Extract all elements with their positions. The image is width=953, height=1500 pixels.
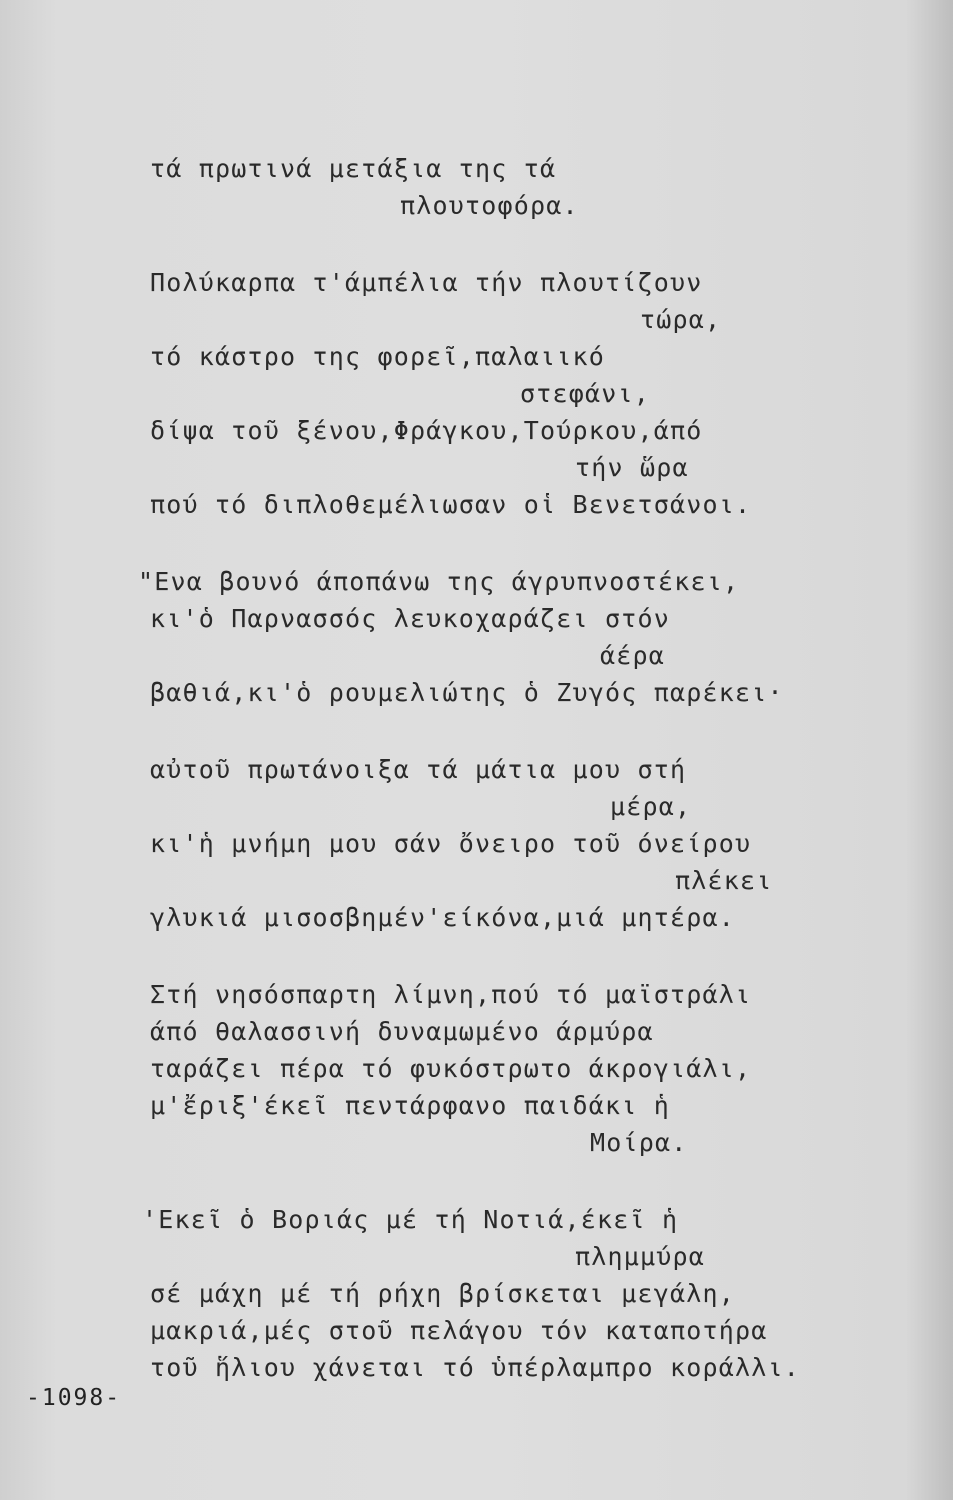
stanza xyxy=(138,563,870,711)
stanza xyxy=(150,150,870,224)
poem-line: τό κάστρο της φορεῖ,παλαιικό xyxy=(150,342,606,371)
poem-line: ταράζει πέρα τό φυκόστρωτο άκρογιάλι, xyxy=(150,1054,752,1083)
stanza-gap xyxy=(150,1161,870,1201)
page-number: -1098- xyxy=(26,1385,122,1411)
poem-line: 'Εκεῖ ὁ Βοριάς μέ τή Νοτιά,έκεῖ ἡ xyxy=(142,1205,679,1234)
poem-line: άέρα xyxy=(600,641,666,670)
poem-line: πλημμύρα xyxy=(575,1242,706,1271)
stanza-gap xyxy=(150,936,870,976)
poem-line: μέρα, xyxy=(610,792,692,821)
poem-line: αὐτοῦ πρωτάνοιξα τά μάτια μου στή xyxy=(150,755,687,784)
poem-line: γλυκιά μισοσβημέν'είκόνα,μιά μητέρα. xyxy=(150,903,736,932)
poem-line: σέ μάχη μέ τή ρήχη βρίσκεται μεγάλη, xyxy=(150,1279,736,1308)
poem-line: κι'ἡ μνήμη μου σάν ὄνειρο τοῦ όνείρου xyxy=(150,829,752,858)
poem-line: δίψα τοῦ ξένου,Φράγκου,Τούρκου,άπό xyxy=(150,416,703,445)
poem-line: πλέκει xyxy=(675,866,773,895)
stanza-gap xyxy=(150,523,870,563)
poem-line: Πολύκαρπα τ'άμπέλια τήν πλουτίζουν xyxy=(150,268,703,297)
stanza xyxy=(150,751,870,936)
poem-line: τά πρωτινά μετάξια της τά xyxy=(150,154,557,183)
poem-line: τώρα, xyxy=(640,305,722,334)
poem-line: "Ενα βουνό άποπάνω της άγρυπνοστέκει, xyxy=(138,567,740,596)
poem-line: μακριά,μές στοῦ πελάγου τόν καταποτήρα xyxy=(150,1316,768,1345)
poem-line: πλουτοφόρα. xyxy=(400,191,579,220)
poem-line: βαθιά,κι'ὁ ρουμελιώτης ὁ Ζυγός παρέκει· xyxy=(150,678,784,707)
poem-line: πού τό διπλοθεμέλιωσαν οἱ Βενετσάνοι. xyxy=(150,490,752,519)
stanza xyxy=(142,1201,870,1386)
stanza xyxy=(150,264,870,523)
stanza-gap xyxy=(150,224,870,264)
poem-line: τήν ὥρα xyxy=(575,453,689,482)
poem-text xyxy=(138,150,870,1386)
poem-line: τοῦ ἥλιου χάνεται τό ὑπέρλαμπρο κοράλλι. xyxy=(150,1353,801,1382)
poem-line: Στή νησόσπαρτη λίμνη,πού τό μαϊστράλι xyxy=(150,980,752,1009)
poem-line: στεφάνι, xyxy=(520,379,651,408)
stanza xyxy=(150,976,870,1161)
poem-line: Μοίρα. xyxy=(590,1128,688,1157)
stanza-gap xyxy=(150,711,870,751)
poem-line: μ'ἔριξ'έκεῖ πεντάρφανο παιδάκι ἡ xyxy=(150,1091,671,1120)
poem-line: κι'ὁ Παρνασσός λευκοχαράζει στόν xyxy=(150,604,671,633)
poem-line: άπό θαλασσινή δυναμωμένο άρμύρα xyxy=(150,1017,654,1046)
